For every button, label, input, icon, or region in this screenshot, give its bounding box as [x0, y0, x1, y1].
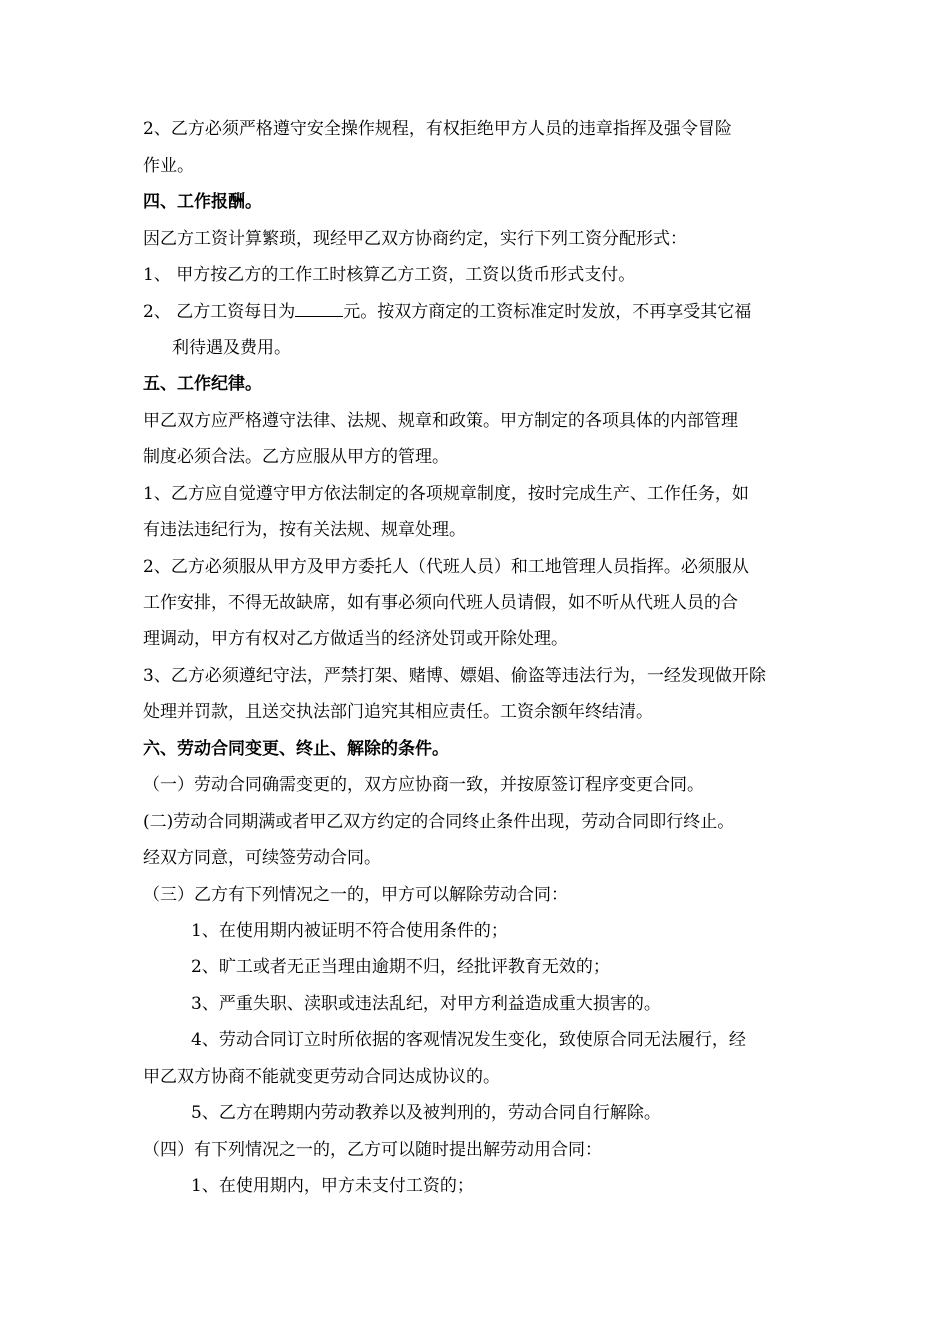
clause-4-2-suffix: 元。按双方商定的工资标准定时发放，不再享受其它福: [343, 302, 752, 322]
wage-blank-field: [295, 300, 343, 317]
clause-6-3-intro: （三）乙方有下列情况之一的，甲方可以解除劳动合同：: [143, 885, 568, 905]
clause-6-3-item-3: 3、严重失职、渎职或违法乱纪，对甲方利益造成重大损害的。: [191, 994, 661, 1014]
clause-6-3-item-5: 5、乙方在聘期内劳动教养以及被判刑的，劳动合同自行解除。: [191, 1103, 661, 1123]
clause-6-3-item-1: 1、在使用期内被证明不符合使用条件的；: [191, 921, 508, 941]
section-5-intro-line-1: 甲乙双方应严格遵守法律、法规、规章和政策。甲方制定的各项具体的内部管理: [143, 411, 738, 431]
clause-6-2-line-2: 经双方同意，可续签劳动合同。: [143, 848, 381, 868]
clause-5-3-line-1: 3、乙方必须遵纪守法，严禁打架、赌博、嫖娼、偷盗等违法行为，一经发现做开除: [143, 666, 766, 686]
clause-5-1-line-2: 有违法违纪行为，按有关法规、规章处理。: [143, 520, 466, 540]
clause-6-1: （一）劳动合同确需变更的，双方应协商一致，并按原签订程序变更合同。: [143, 775, 704, 795]
clause-6-3-item-2: 2、旷工或者无正当理由逾期不归，经批评教育无效的；: [191, 957, 610, 977]
clause-4-1: 1、 甲方按乙方的工作工时核算乙方工资，工资以货币形式支付。: [143, 265, 636, 285]
clause-6-2-line-1: (二)劳动合同期满或者甲乙双方约定的合同终止条件出现，劳动合同即行终止。: [143, 812, 735, 832]
clause-5-2-line-2: 工作安排，不得无故缺席，如有事必须向代班人员请假，如不听从代班人员的合: [143, 593, 738, 613]
clause-6-4-intro: （四）有下列情况之一的，乙方可以随时提出解劳动用合同：: [143, 1140, 602, 1160]
clause-3-2-line-1: 2、乙方必须严格遵守安全操作规程，有权拒绝甲方人员的违章指挥及强令冒险: [143, 119, 732, 139]
clause-4-2-line-1: [143, 300, 751, 323]
clause-4-2-prefix: 2、 乙方工资每日为: [143, 302, 296, 322]
clause-5-2-line-1: 2、乙方必须服从甲方及甲方委托人（代班人员）和工地管理人员指挥。必须服从: [143, 557, 749, 577]
section-heading-4: 四、工作报酬。: [143, 192, 262, 212]
clause-6-3-item-4-line-2: 甲乙双方协商不能就变更劳动合同达成协议的。: [143, 1067, 500, 1087]
clause-6-4-item-1: 1、在使用期内，甲方未支付工资的；: [191, 1176, 474, 1196]
clause-5-3-line-2: 处理并罚款，且送交执法部门追究其相应责任。工资余额年终结清。: [143, 702, 653, 722]
clause-6-3-item-4-line-1: 4、劳动合同订立时所依据的客观情况发生变化，致使原合同无法履行，经: [191, 1030, 746, 1050]
section-4-intro: 因乙方工资计算繁琐，现经甲乙双方协商约定，实行下列工资分配形式：: [143, 229, 687, 249]
clause-3-2-line-2: 作业。: [143, 156, 194, 176]
section-heading-6: 六、劳动合同变更、终止、解除的条件。: [143, 739, 449, 759]
clause-5-2-line-3: 理调动，甲方有权对乙方做适当的经济处罚或开除处理。: [143, 629, 568, 649]
section-5-intro-line-2: 制度必须合法。乙方应服从甲方的管理。: [143, 447, 449, 467]
clause-4-2-line-2: 利待遇及费用。: [172, 338, 291, 358]
clause-5-1-line-1: 1、乙方应自觉遵守甲方依法制定的各项规章制度，按时完成生产、工作任务，如: [143, 484, 749, 504]
section-heading-5: 五、工作纪律。: [143, 374, 262, 394]
